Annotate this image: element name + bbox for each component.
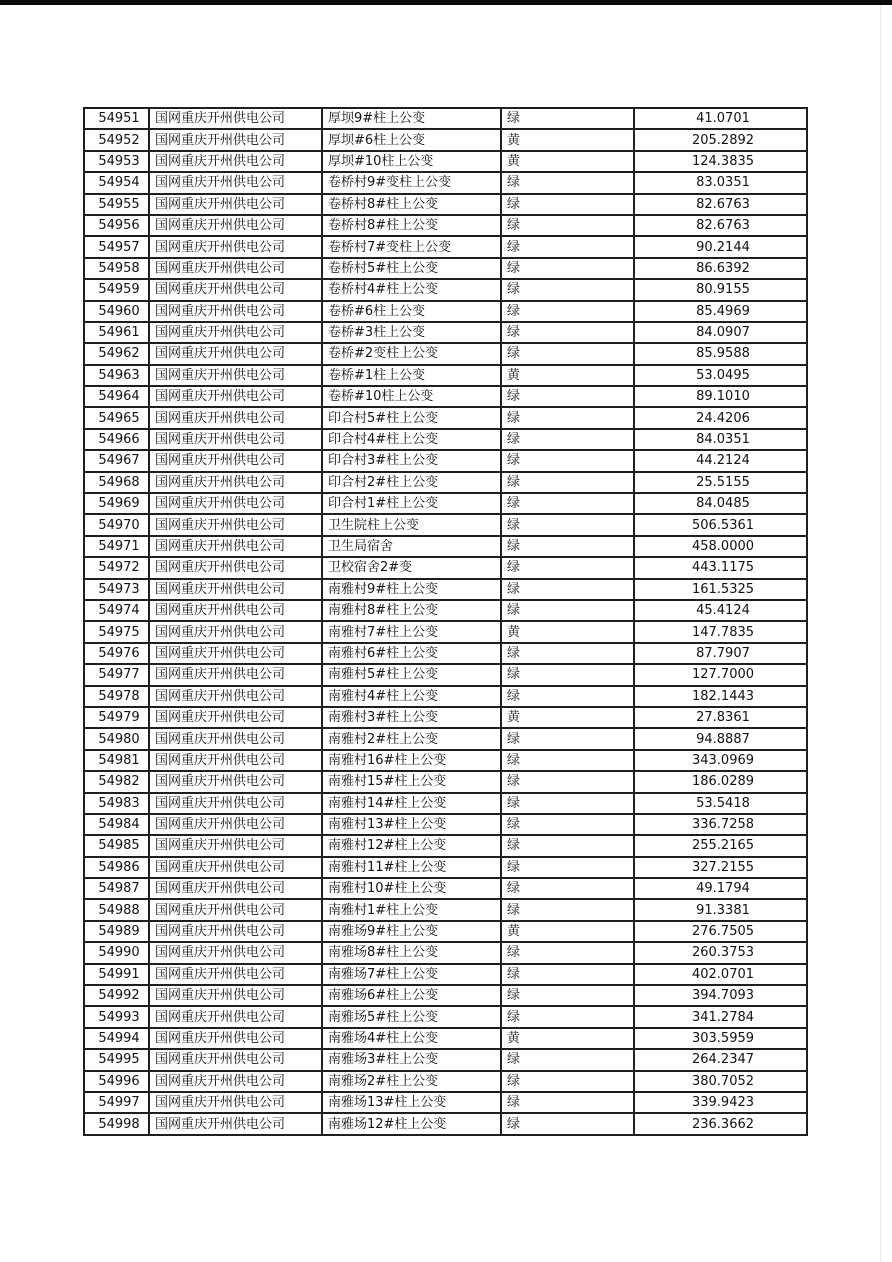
- cell-company: 国网重庆开州供电公司: [149, 1092, 322, 1113]
- cell-value: 303.5959: [634, 1028, 807, 1049]
- cell-transformer_name: 卷桥村4#柱上公变: [322, 279, 501, 300]
- cell-id: 54988: [84, 899, 149, 920]
- cell-value: 506.5361: [634, 514, 807, 535]
- cell-company: 国网重庆开州供电公司: [149, 985, 322, 1006]
- cell-id: 54976: [84, 643, 149, 664]
- table-row: [84, 1028, 807, 1049]
- cell-company: 国网重庆开州供电公司: [149, 279, 322, 300]
- cell-value: 264.2347: [634, 1049, 807, 1070]
- cell-status_color: 绿: [501, 194, 634, 215]
- cell-company: 国网重庆开州供电公司: [149, 343, 322, 364]
- cell-value: 182.1443: [634, 686, 807, 707]
- cell-id: 54964: [84, 386, 149, 407]
- table-row: [84, 621, 807, 642]
- cell-id: 54961: [84, 322, 149, 343]
- cell-value: 124.3835: [634, 151, 807, 172]
- cell-id: 54994: [84, 1028, 149, 1049]
- cell-transformer_name: 卫生院柱上公变: [322, 514, 501, 535]
- table-row: [84, 108, 807, 129]
- table-row: [84, 1049, 807, 1070]
- cell-status_color: 绿: [501, 258, 634, 279]
- cell-transformer_name: 卷桥村8#柱上公变: [322, 215, 501, 236]
- cell-transformer_name: 厚坝#10柱上公变: [322, 151, 501, 172]
- table-row: [84, 600, 807, 621]
- cell-value: 205.2892: [634, 129, 807, 150]
- cell-company: 国网重庆开州供电公司: [149, 536, 322, 557]
- table-row: [84, 921, 807, 942]
- cell-status_color: 绿: [501, 1006, 634, 1027]
- cell-status_color: 绿: [501, 1092, 634, 1113]
- cell-status_color: 绿: [501, 686, 634, 707]
- cell-company: 国网重庆开州供电公司: [149, 857, 322, 878]
- cell-company: 国网重庆开州供电公司: [149, 942, 322, 963]
- cell-value: 161.5325: [634, 579, 807, 600]
- cell-status_color: 绿: [501, 643, 634, 664]
- cell-status_color: 绿: [501, 514, 634, 535]
- cell-value: 83.0351: [634, 172, 807, 193]
- cell-status_color: 绿: [501, 964, 634, 985]
- cell-value: 41.0701: [634, 108, 807, 129]
- table-row: [84, 386, 807, 407]
- cell-status_color: 绿: [501, 279, 634, 300]
- cell-transformer_name: 南雅村15#柱上公变: [322, 771, 501, 792]
- table-body: [84, 108, 807, 1135]
- cell-transformer_name: 南雅村13#柱上公变: [322, 814, 501, 835]
- cell-id: 54989: [84, 921, 149, 942]
- cell-company: 国网重庆开州供电公司: [149, 1049, 322, 1070]
- table-row: [84, 493, 807, 514]
- cell-status_color: 绿: [501, 750, 634, 771]
- cell-company: 国网重庆开州供电公司: [149, 814, 322, 835]
- cell-id: 54995: [84, 1049, 149, 1070]
- cell-value: 53.5418: [634, 793, 807, 814]
- cell-transformer_name: 卷桥村9#变柱上公变: [322, 172, 501, 193]
- cell-transformer_name: 南雅村4#柱上公变: [322, 686, 501, 707]
- cell-transformer_name: 南雅村14#柱上公变: [322, 793, 501, 814]
- table-row: [84, 258, 807, 279]
- cell-id: 54998: [84, 1113, 149, 1135]
- cell-status_color: 绿: [501, 108, 634, 129]
- cell-id: 54972: [84, 557, 149, 578]
- cell-company: 国网重庆开州供电公司: [149, 365, 322, 386]
- cell-value: 85.9588: [634, 343, 807, 364]
- cell-company: 国网重庆开州供电公司: [149, 1113, 322, 1135]
- cell-status_color: 绿: [501, 942, 634, 963]
- cell-id: 54971: [84, 536, 149, 557]
- cell-id: 54990: [84, 942, 149, 963]
- cell-transformer_name: 南雅场3#柱上公变: [322, 1049, 501, 1070]
- table-row: [84, 878, 807, 899]
- cell-value: 84.0907: [634, 322, 807, 343]
- table-row: [84, 1092, 807, 1113]
- table-row: [84, 343, 807, 364]
- table-row: [84, 899, 807, 920]
- cell-value: 327.2155: [634, 857, 807, 878]
- cell-transformer_name: 南雅场2#柱上公变: [322, 1071, 501, 1092]
- cell-transformer_name: 南雅村5#柱上公变: [322, 664, 501, 685]
- cell-value: 255.2165: [634, 835, 807, 856]
- cell-transformer_name: 厚坝#6柱上公变: [322, 129, 501, 150]
- cell-transformer_name: 印合村2#柱上公变: [322, 472, 501, 493]
- cell-status_color: 绿: [501, 1049, 634, 1070]
- cell-value: 91.3381: [634, 899, 807, 920]
- table-row: [84, 664, 807, 685]
- table-row: [84, 557, 807, 578]
- cell-id: 54978: [84, 686, 149, 707]
- cell-id: 54975: [84, 621, 149, 642]
- cell-company: 国网重庆开州供电公司: [149, 878, 322, 899]
- table-row: [84, 985, 807, 1006]
- cell-status_color: 绿: [501, 343, 634, 364]
- cell-status_color: 绿: [501, 579, 634, 600]
- cell-status_color: 绿: [501, 386, 634, 407]
- cell-status_color: 绿: [501, 172, 634, 193]
- cell-company: 国网重庆开州供电公司: [149, 301, 322, 322]
- table-row: [84, 450, 807, 471]
- table-row: [84, 686, 807, 707]
- cell-value: 44.2124: [634, 450, 807, 471]
- cell-status_color: 黄: [501, 151, 634, 172]
- cell-id: 54983: [84, 793, 149, 814]
- cell-status_color: 绿: [501, 664, 634, 685]
- cell-status_color: 绿: [501, 1113, 634, 1135]
- cell-value: 86.6392: [634, 258, 807, 279]
- cell-id: 54979: [84, 707, 149, 728]
- table-row: [84, 429, 807, 450]
- cell-company: 国网重庆开州供电公司: [149, 793, 322, 814]
- cell-status_color: 绿: [501, 215, 634, 236]
- cell-id: 54993: [84, 1006, 149, 1027]
- cell-value: 45.4124: [634, 600, 807, 621]
- cell-status_color: 绿: [501, 536, 634, 557]
- cell-value: 85.4969: [634, 301, 807, 322]
- cell-id: 54982: [84, 771, 149, 792]
- cell-status_color: 黄: [501, 621, 634, 642]
- cell-company: 国网重庆开州供电公司: [149, 407, 322, 428]
- cell-status_color: 绿: [501, 493, 634, 514]
- cell-transformer_name: 南雅村11#柱上公变: [322, 857, 501, 878]
- cell-transformer_name: 南雅村3#柱上公变: [322, 707, 501, 728]
- cell-id: 54951: [84, 108, 149, 129]
- table-row: [84, 129, 807, 150]
- cell-value: 25.5155: [634, 472, 807, 493]
- cell-company: 国网重庆开州供电公司: [149, 643, 322, 664]
- cell-transformer_name: 厚坝9#柱上公变: [322, 108, 501, 129]
- cell-value: 90.2144: [634, 236, 807, 257]
- table-row: [84, 365, 807, 386]
- cell-company: 国网重庆开州供电公司: [149, 728, 322, 749]
- table-row: [84, 643, 807, 664]
- cell-status_color: 黄: [501, 365, 634, 386]
- cell-company: 国网重庆开州供电公司: [149, 129, 322, 150]
- cell-value: 236.3662: [634, 1113, 807, 1135]
- cell-transformer_name: 南雅场12#柱上公变: [322, 1113, 501, 1135]
- cell-company: 国网重庆开州供电公司: [149, 621, 322, 642]
- cell-status_color: 绿: [501, 857, 634, 878]
- window-top-bar: [0, 0, 892, 5]
- cell-value: 49.1794: [634, 878, 807, 899]
- transformer-data-table: [83, 107, 808, 1136]
- table-row: [84, 964, 807, 985]
- cell-value: 87.7907: [634, 643, 807, 664]
- cell-id: 54974: [84, 600, 149, 621]
- cell-id: 54952: [84, 129, 149, 150]
- cell-value: 24.4206: [634, 407, 807, 428]
- cell-company: 国网重庆开州供电公司: [149, 750, 322, 771]
- table-row: [84, 194, 807, 215]
- cell-company: 国网重庆开州供电公司: [149, 450, 322, 471]
- cell-value: 339.9423: [634, 1092, 807, 1113]
- cell-transformer_name: 印合村1#柱上公变: [322, 493, 501, 514]
- cell-transformer_name: 南雅场5#柱上公变: [322, 1006, 501, 1027]
- cell-company: 国网重庆开州供电公司: [149, 108, 322, 129]
- cell-id: 54985: [84, 835, 149, 856]
- cell-transformer_name: 卫生局宿舍: [322, 536, 501, 557]
- cell-transformer_name: 卷桥#1柱上公变: [322, 365, 501, 386]
- cell-transformer_name: 卫校宿舍2#变: [322, 557, 501, 578]
- cell-value: 341.2784: [634, 1006, 807, 1027]
- cell-transformer_name: 南雅场9#柱上公变: [322, 921, 501, 942]
- cell-status_color: 绿: [501, 472, 634, 493]
- table-row: [84, 151, 807, 172]
- cell-transformer_name: 卷桥#6柱上公变: [322, 301, 501, 322]
- cell-transformer_name: 印合村4#柱上公变: [322, 429, 501, 450]
- table-row: [84, 579, 807, 600]
- cell-status_color: 绿: [501, 600, 634, 621]
- cell-transformer_name: 卷桥#10柱上公变: [322, 386, 501, 407]
- page-edge-line: [880, 5, 881, 1262]
- cell-transformer_name: 卷桥#3柱上公变: [322, 322, 501, 343]
- table-row: [84, 707, 807, 728]
- cell-transformer_name: 南雅场13#柱上公变: [322, 1092, 501, 1113]
- table-row: [84, 1006, 807, 1027]
- cell-value: 380.7052: [634, 1071, 807, 1092]
- cell-company: 国网重庆开州供电公司: [149, 686, 322, 707]
- cell-company: 国网重庆开州供电公司: [149, 600, 322, 621]
- cell-company: 国网重庆开州供电公司: [149, 964, 322, 985]
- cell-value: 343.0969: [634, 750, 807, 771]
- cell-company: 国网重庆开州供电公司: [149, 557, 322, 578]
- cell-transformer_name: 卷桥村8#柱上公变: [322, 194, 501, 215]
- cell-value: 276.7505: [634, 921, 807, 942]
- cell-value: 336.7258: [634, 814, 807, 835]
- cell-value: 82.6763: [634, 194, 807, 215]
- cell-status_color: 绿: [501, 407, 634, 428]
- cell-id: 54954: [84, 172, 149, 193]
- cell-company: 国网重庆开州供电公司: [149, 707, 322, 728]
- cell-company: 国网重庆开州供电公司: [149, 921, 322, 942]
- cell-transformer_name: 印合村5#柱上公变: [322, 407, 501, 428]
- cell-id: 54963: [84, 365, 149, 386]
- cell-id: 54956: [84, 215, 149, 236]
- cell-value: 80.9155: [634, 279, 807, 300]
- cell-company: 国网重庆开州供电公司: [149, 579, 322, 600]
- cell-id: 54970: [84, 514, 149, 535]
- cell-company: 国网重庆开州供电公司: [149, 322, 322, 343]
- cell-id: 54962: [84, 343, 149, 364]
- cell-status_color: 黄: [501, 129, 634, 150]
- table-row: [84, 814, 807, 835]
- cell-company: 国网重庆开州供电公司: [149, 664, 322, 685]
- cell-status_color: 黄: [501, 707, 634, 728]
- cell-status_color: 绿: [501, 728, 634, 749]
- cell-transformer_name: 南雅场6#柱上公变: [322, 985, 501, 1006]
- cell-transformer_name: 南雅村7#柱上公变: [322, 621, 501, 642]
- cell-status_color: 绿: [501, 835, 634, 856]
- cell-status_color: 绿: [501, 450, 634, 471]
- table-row: [84, 407, 807, 428]
- cell-id: 54991: [84, 964, 149, 985]
- table-row: [84, 279, 807, 300]
- cell-status_color: 绿: [501, 322, 634, 343]
- cell-id: 54984: [84, 814, 149, 835]
- cell-value: 443.1175: [634, 557, 807, 578]
- cell-id: 54958: [84, 258, 149, 279]
- cell-company: 国网重庆开州供电公司: [149, 1006, 322, 1027]
- table-row: [84, 835, 807, 856]
- cell-id: 54968: [84, 472, 149, 493]
- cell-id: 54953: [84, 151, 149, 172]
- table-row: [84, 750, 807, 771]
- cell-id: 54960: [84, 301, 149, 322]
- cell-transformer_name: 卷桥村7#变柱上公变: [322, 236, 501, 257]
- table-row: [84, 793, 807, 814]
- cell-transformer_name: 南雅村16#柱上公变: [322, 750, 501, 771]
- cell-status_color: 绿: [501, 236, 634, 257]
- cell-transformer_name: 南雅村1#柱上公变: [322, 899, 501, 920]
- table-row: [84, 236, 807, 257]
- table-row: [84, 857, 807, 878]
- cell-value: 186.0289: [634, 771, 807, 792]
- cell-status_color: 绿: [501, 301, 634, 322]
- cell-value: 89.1010: [634, 386, 807, 407]
- cell-id: 54955: [84, 194, 149, 215]
- cell-id: 54977: [84, 664, 149, 685]
- cell-id: 54987: [84, 878, 149, 899]
- cell-transformer_name: 南雅场4#柱上公变: [322, 1028, 501, 1049]
- cell-transformer_name: 南雅村6#柱上公变: [322, 643, 501, 664]
- cell-value: 458.0000: [634, 536, 807, 557]
- cell-status_color: 绿: [501, 878, 634, 899]
- table-row: [84, 514, 807, 535]
- cell-company: 国网重庆开州供电公司: [149, 1071, 322, 1092]
- cell-value: 84.0485: [634, 493, 807, 514]
- cell-id: 54965: [84, 407, 149, 428]
- cell-company: 国网重庆开州供电公司: [149, 899, 322, 920]
- cell-value: 27.8361: [634, 707, 807, 728]
- table-row: [84, 942, 807, 963]
- cell-status_color: 黄: [501, 921, 634, 942]
- table-row: [84, 215, 807, 236]
- cell-value: 84.0351: [634, 429, 807, 450]
- cell-company: 国网重庆开州供电公司: [149, 194, 322, 215]
- cell-id: 54981: [84, 750, 149, 771]
- cell-company: 国网重庆开州供电公司: [149, 236, 322, 257]
- cell-value: 82.6763: [634, 215, 807, 236]
- cell-company: 国网重庆开州供电公司: [149, 151, 322, 172]
- cell-transformer_name: 卷桥村5#柱上公变: [322, 258, 501, 279]
- table-row: [84, 1071, 807, 1092]
- cell-company: 国网重庆开州供电公司: [149, 835, 322, 856]
- cell-id: 54959: [84, 279, 149, 300]
- table-row: [84, 472, 807, 493]
- cell-status_color: 绿: [501, 985, 634, 1006]
- cell-id: 54996: [84, 1071, 149, 1092]
- cell-transformer_name: 南雅村10#柱上公变: [322, 878, 501, 899]
- cell-transformer_name: 南雅村9#柱上公变: [322, 579, 501, 600]
- cell-value: 53.0495: [634, 365, 807, 386]
- cell-id: 54992: [84, 985, 149, 1006]
- cell-status_color: 绿: [501, 814, 634, 835]
- cell-status_color: 绿: [501, 429, 634, 450]
- cell-id: 54973: [84, 579, 149, 600]
- cell-value: 147.7835: [634, 621, 807, 642]
- cell-transformer_name: 南雅村2#柱上公变: [322, 728, 501, 749]
- table-row: [84, 301, 807, 322]
- cell-id: 54997: [84, 1092, 149, 1113]
- cell-company: 国网重庆开州供电公司: [149, 1028, 322, 1049]
- cell-transformer_name: 南雅场7#柱上公变: [322, 964, 501, 985]
- cell-transformer_name: 南雅村8#柱上公变: [322, 600, 501, 621]
- cell-status_color: 绿: [501, 771, 634, 792]
- cell-company: 国网重庆开州供电公司: [149, 472, 322, 493]
- cell-id: 54957: [84, 236, 149, 257]
- cell-value: 94.8887: [634, 728, 807, 749]
- cell-value: 260.3753: [634, 942, 807, 963]
- cell-value: 394.7093: [634, 985, 807, 1006]
- table-row: [84, 771, 807, 792]
- cell-value: 127.7000: [634, 664, 807, 685]
- cell-status_color: 绿: [501, 793, 634, 814]
- cell-transformer_name: 卷桥#2变柱上公变: [322, 343, 501, 364]
- cell-status_color: 绿: [501, 899, 634, 920]
- cell-id: 54986: [84, 857, 149, 878]
- cell-transformer_name: 南雅村12#柱上公变: [322, 835, 501, 856]
- cell-id: 54969: [84, 493, 149, 514]
- cell-company: 国网重庆开州供电公司: [149, 429, 322, 450]
- cell-status_color: 绿: [501, 1071, 634, 1092]
- cell-company: 国网重庆开州供电公司: [149, 771, 322, 792]
- cell-company: 国网重庆开州供电公司: [149, 386, 322, 407]
- cell-status_color: 黄: [501, 1028, 634, 1049]
- cell-company: 国网重庆开州供电公司: [149, 172, 322, 193]
- cell-status_color: 绿: [501, 557, 634, 578]
- table-row: [84, 172, 807, 193]
- table-row: [84, 1113, 807, 1135]
- cell-transformer_name: 南雅场8#柱上公变: [322, 942, 501, 963]
- cell-company: 国网重庆开州供电公司: [149, 514, 322, 535]
- cell-transformer_name: 印合村3#柱上公变: [322, 450, 501, 471]
- cell-company: 国网重庆开州供电公司: [149, 258, 322, 279]
- cell-id: 54966: [84, 429, 149, 450]
- cell-company: 国网重庆开州供电公司: [149, 493, 322, 514]
- cell-value: 402.0701: [634, 964, 807, 985]
- cell-id: 54980: [84, 728, 149, 749]
- table-row: [84, 536, 807, 557]
- cell-company: 国网重庆开州供电公司: [149, 215, 322, 236]
- table-row: [84, 728, 807, 749]
- table-row: [84, 322, 807, 343]
- cell-id: 54967: [84, 450, 149, 471]
